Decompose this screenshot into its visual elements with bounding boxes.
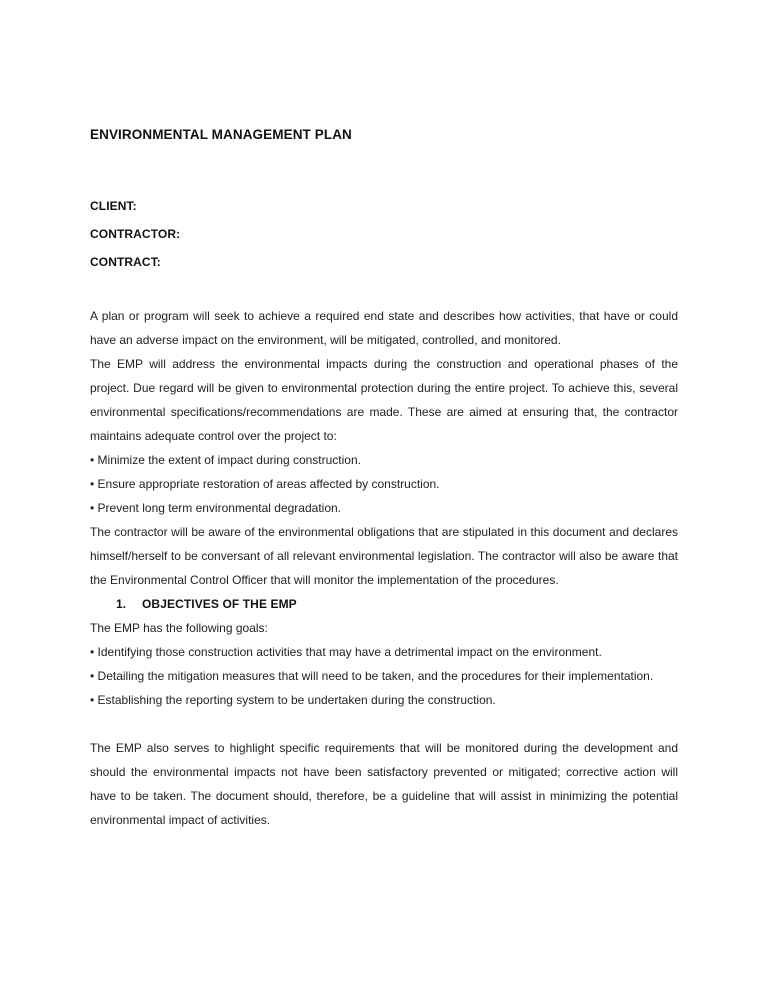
section-heading-label: OBJECTIVES OF THE EMP [142,597,297,611]
closing-paragraph: The EMP also serves to highlight specific requirements that will be monitored during the development and should the environmental impacts not have been satisfactory prevented or mitigated; corrective action will have to be taken. The document should, therefore, be a guideline that will assist in minimizing the potential environmental impact of activities. [90,741,678,827]
document-body [90,126,678,832]
list-item: • Identifying those construction activities that may have a detrimental impact on the environment. [90,645,602,659]
list-item: • Establishing the reporting system to be undertaken during the construction. [90,693,496,707]
section-heading [90,592,678,616]
list-item: • Detailing the mitigation measures that will need to be taken, and the procedures for their implementation. [90,669,654,683]
spacer-after-fields [90,276,678,304]
list-item: • Ensure appropriate restoration of areas affected by construction. [90,477,440,491]
list-item: • Prevent long term environmental degradation. [90,501,342,515]
field-contractor: CONTRACTOR: [90,227,181,241]
section-lead-in: The EMP has the following goals: [90,621,268,635]
intro-paragraph: A plan or program will seek to achieve a required end state and describes how activities, that have or could have an adverse impact on the environment, will be mitigated, controlled, and monitored. [90,309,678,347]
field-contract: CONTRACT: [90,255,161,269]
section-number: 1. [116,597,127,611]
spacer-after-title [90,144,678,192]
page-title: ENVIRONMENTAL MANAGEMENT PLAN [90,127,352,142]
scope-paragraph: The EMP will address the environmental impacts during the construction and operational phases of the project. Due regard will be given to environmental protection during the entire project. To achieve this, several environmental specifications/recommendations are made. These are aimed at ensuring that, the contractor maintains adequate control over the project to: [90,357,678,443]
spacer-before-closing [90,712,678,736]
list-item: • Minimize the extent of impact during construction. [90,453,361,467]
obligations-paragraph: The contractor will be aware of the environmental obligations that are stipulated in this document and declares himself/herself to be conversant of all relevant environmental legislation. The contractor will also be aware that the Environmental Control Officer that will monitor the implementation of the procedures. [90,525,678,587]
field-client: CLIENT: [90,199,137,213]
